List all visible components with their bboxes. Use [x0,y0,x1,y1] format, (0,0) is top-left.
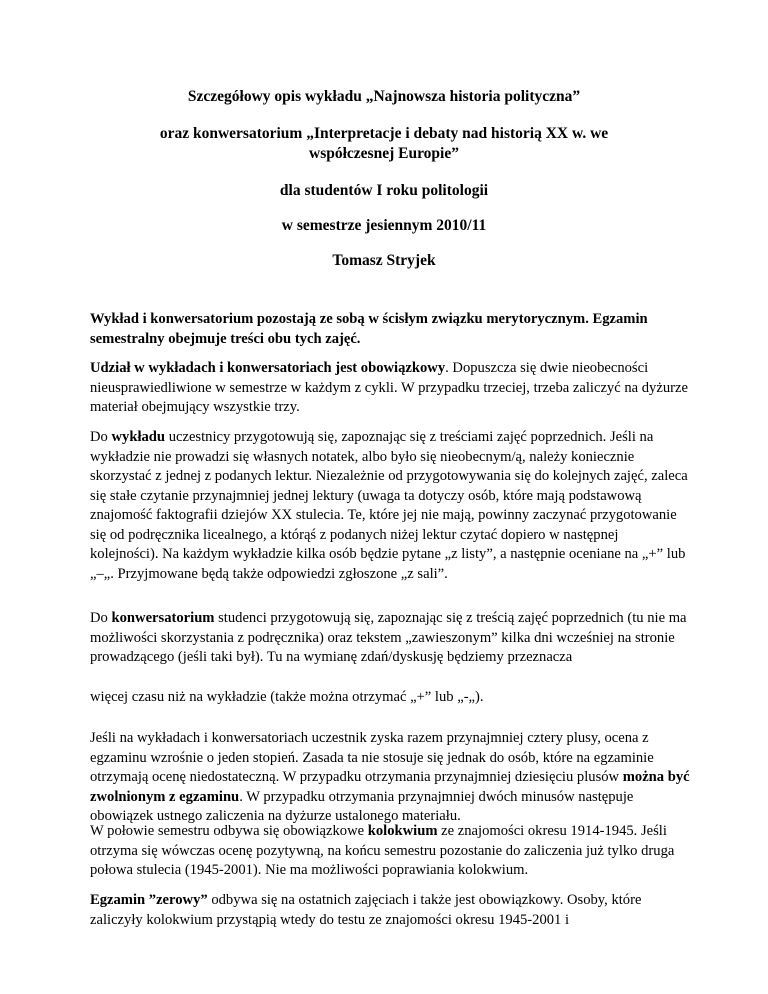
seminar-paragraph [90,609,690,668]
document-title-line1: Szczegółowy opis wykładu „Najnowsza historia polityczna” [187,88,581,105]
lecture-prefix: Do [90,429,112,445]
intro-paragraph [90,310,690,349]
colloquium-paragraph [90,822,690,881]
grading-text-start: Jeśli na wykładach i konwersatoriach uczestnik zyska razem przynajmniej cztery plusy, ocena z egzaminu wzrośnie o jeden stopień. Zasada ta nie stosuje się jednak do osób, które na egzaminie otrzymają ocenę niedostateczną. W przypadku otrzymania przynajmniej dziesięciu plusów [90,730,654,785]
exam-text: odbywa się na ostatnich zajęciach i także jest obowiązkowy. Osoby, które zaliczyły kolokwium przystąpią wtedy do testu ze znajomości okresu 1945-2001 i [90,892,642,928]
exam-bold-text: Egzamin ”zerowy” [90,892,208,908]
colloquium-bold-text: kolokwium [367,823,438,839]
colloquium-text-end: ze znajomości okresu 1914-1945. Jeśli otrzyma się wówczas ocenę pozytywną, na końcu semestru pozostanie do zaliczenia już tylko druga połowa stulecia (1945-2001). Nie ma możliwości poprawiania kolokwium. [90,823,675,878]
intro-bold-text: Wykład i konwersatorium pozostają ze sobą w ścisłym związku merytorycznym. Egzamin semestralny obejmuje treści obu tych zajęć. [90,311,648,347]
attendance-paragraph [90,359,690,418]
exam-paragraph [90,891,690,930]
grading-paragraph [90,729,690,827]
attendance-text: . Dopuszcza się dwie nieobecności nieusprawiedliwione w semestrze w każdym z cykli. W przypadku trzeciej, trzeba zaliczyć na dyżurze materiał obejmujący wszystkie trzy. [90,360,688,415]
attendance-bold-text: Udział w wykładach i konwersatoriach jest obowiązkowy [90,360,446,376]
document-title-line2: oraz konwersatorium „Interpretacje i debaty nad historią XX w. we współczesnej Europie” [159,125,609,162]
lecture-paragraph [90,428,690,584]
grading-bold-text: można być zwolnionym z egzaminu [90,769,690,805]
document-audience: dla studentów I roku politologii [279,182,489,199]
seminar-continuation-paragraph [90,688,690,708]
lecture-text: uczestnicy przygotowują się, zapoznając się z treściami zajęć poprzednich. Jeśli na wykładzie nie prowadzi się własnych notatek, albo było się nieobecnym/ą, należy koniecznie skorzystać z jednej z podanych lektur. Niezależnie od przygotowywania się do kolejnych zajęć, zaleca się stałe czytanie przynajmniej jednej lektury (uwaga ta dotyczy osób, które mają podstawową znajomość faktografii dziejów XX stulecia. Te, które jej nie mają, powinny zaczynać przygotowanie się od podręcznika licealnego, a którąś z podanych niżej lektur czytać dopiero w następnej kolejności). Na każdym wykładzie kilka osób będzie pytane „z listy”, a następnie oceniane na „+” lub „–„. Przyjmowane będą także odpowiedzi zgłoszone „z sali”. [90,429,688,582]
seminar-continuation-text: więcej czasu niż na wykładzie (także można otrzymać „+” lub „-„). [90,689,484,705]
lecture-bold-text: wykładu [111,429,166,445]
colloquium-text-start: W połowie semestru odbywa się obowiązkowe [90,823,368,839]
document-semester: w semestrze jesiennym 2010/11 [281,217,487,234]
seminar-bold-text: konwersatorium [111,610,215,626]
seminar-text: studenci przygotowują się, zapoznając się z treścią zajęć poprzednich (tu nie ma możliwości skorzystania z podręcznika) oraz tekstem „zawieszonym” kilka dni wcześniej na stronie prowadzącego (jeśli taki był). Tu na wymianę zdań/dyskusję będziemy przeznacza [90,610,687,665]
seminar-prefix: Do [90,610,112,626]
document-author: Tomasz Stryjek [332,252,436,269]
grading-text-end: . W przypadku otrzymania przynajmniej dwóch minusów następuje obowiązek ustnego zaliczenia na dyżurze ustalonego materiału. [90,788,634,824]
